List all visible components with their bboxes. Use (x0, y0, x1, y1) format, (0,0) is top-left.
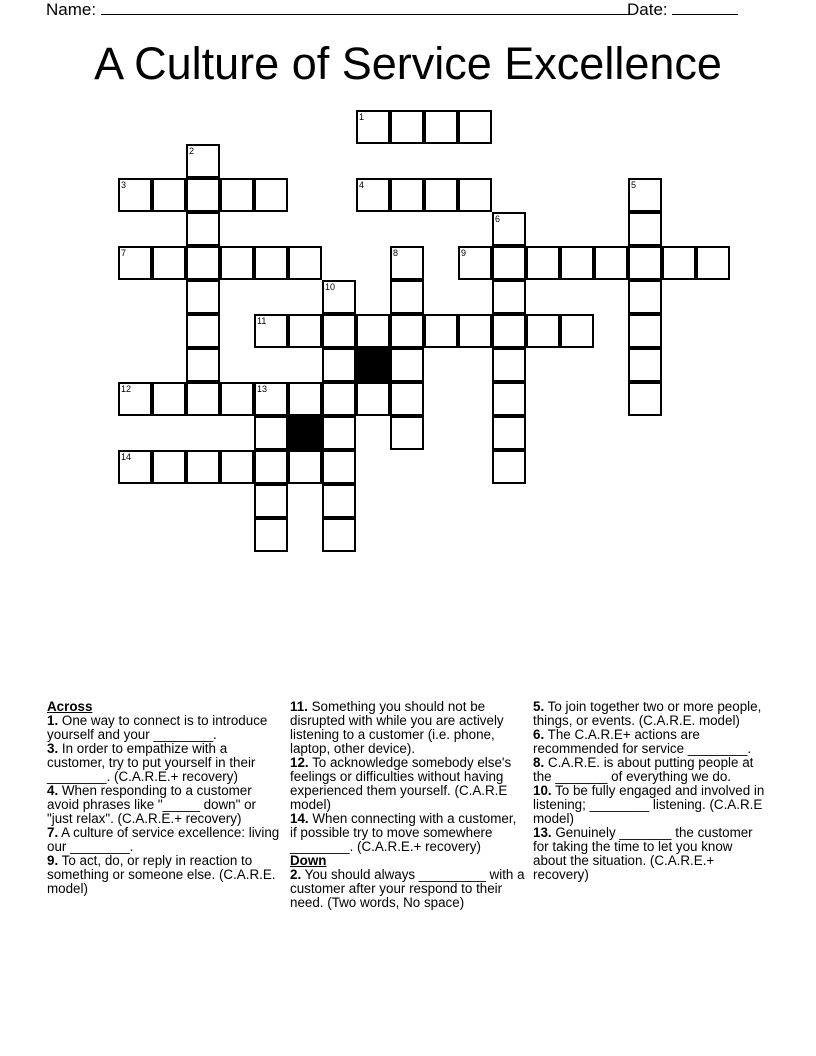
clue-text: Something you should not be disrupted with while you are actively listening to a customer (i.e. phone, laptop, other device). (290, 699, 504, 756)
name-blank[interactable] (101, 0, 633, 15)
clue-number: 4 (359, 180, 365, 190)
grid-cell[interactable] (118, 246, 152, 280)
grid-cell[interactable] (628, 212, 662, 246)
grid-cell[interactable] (560, 314, 594, 348)
date-blank[interactable] (672, 0, 738, 15)
grid-cell[interactable] (322, 484, 356, 518)
clue-text: C.A.R.E. is about putting people at the _______ of everything we do. (533, 755, 754, 784)
grid-cell[interactable] (186, 246, 220, 280)
grid-cell[interactable] (322, 382, 356, 416)
grid-cell[interactable] (356, 382, 390, 416)
clue-number: 3. (47, 741, 59, 756)
grid-cell[interactable] (390, 280, 424, 314)
grid-cell[interactable] (186, 178, 220, 212)
grid-cell[interactable] (390, 178, 424, 212)
clue-text: Genuinely _______ the customer for taking the time to let you know about the situation. (C.A.R.E.+ recovery) (533, 825, 753, 882)
grid-cell[interactable] (288, 314, 322, 348)
clue-text: You should always _________ with a customer after your respond to their need. (Two words, No space) (290, 867, 525, 910)
clue-text: When responding to a customer avoid phrases like "_____ down" or "just relax". (C.A.R.E.+ recovery) (47, 783, 257, 826)
clue-down-item (533, 784, 769, 826)
clue-number: 5 (631, 180, 637, 190)
clue-number: 11 (257, 316, 267, 326)
grid-cell[interactable] (254, 450, 288, 484)
clue-text: A culture of service excellence: living our ________. (47, 825, 280, 854)
clue-number: 2 (189, 146, 195, 156)
clue-text: The C.A.R.E+ actions are recommended for service ________. (533, 727, 752, 756)
clue-number: 8 (393, 248, 399, 258)
grid-cell[interactable] (152, 178, 186, 212)
grid-cell[interactable] (492, 212, 526, 246)
clue-number: 9 (461, 248, 467, 258)
clues-column-2 (290, 700, 526, 910)
clue-across-item (290, 700, 526, 756)
clue-text: To act, do, or reply in reaction to something or someone else. (C.A.R.E. model) (47, 853, 276, 896)
grid-cell[interactable] (492, 416, 526, 450)
date-field[interactable] (627, 0, 738, 20)
grid-cell[interactable] (118, 450, 152, 484)
clue-across-item (47, 826, 283, 854)
clue-number: 10. (533, 783, 552, 798)
grid-cell[interactable] (458, 246, 492, 280)
black-cell (356, 348, 390, 382)
clue-number: 9. (47, 853, 59, 868)
clue-number: 6 (495, 214, 501, 224)
grid-cell[interactable] (322, 348, 356, 382)
across-heading: Across (47, 699, 93, 714)
grid-cell[interactable] (322, 518, 356, 552)
grid-cell[interactable] (186, 348, 220, 382)
clue-number: 14 (121, 452, 132, 462)
grid-cell[interactable] (220, 246, 254, 280)
clue-number: 14. (290, 811, 309, 826)
grid-cell[interactable] (526, 314, 560, 348)
clues-column-1 (47, 700, 283, 896)
grid-cell[interactable] (254, 178, 288, 212)
grid-cell[interactable] (526, 246, 560, 280)
clue-across-item (47, 714, 283, 742)
grid-cell[interactable] (492, 314, 526, 348)
clue-across-item (47, 742, 283, 784)
clue-number: 6. (533, 727, 545, 742)
clue-number: 4. (47, 783, 59, 798)
clue-down-item (533, 826, 769, 882)
clue-number: 8. (533, 755, 545, 770)
clue-text: When connecting with a customer, if possible try to move somewhere ________. (C.A.R.E.+ recovery) (290, 811, 517, 854)
grid-cell[interactable] (186, 212, 220, 246)
grid-cell[interactable] (390, 348, 424, 382)
grid-cell[interactable] (118, 382, 152, 416)
grid-cell[interactable] (628, 348, 662, 382)
grid-cell[interactable] (424, 314, 458, 348)
grid-cell[interactable] (424, 110, 458, 144)
grid-cell[interactable] (220, 178, 254, 212)
clue-across-item (290, 812, 526, 854)
grid-cell[interactable] (628, 382, 662, 416)
grid-cell[interactable] (322, 314, 356, 348)
grid-cell[interactable] (492, 382, 526, 416)
grid-cell[interactable] (322, 416, 356, 450)
grid-cell[interactable] (390, 416, 424, 450)
grid-cell[interactable] (186, 382, 220, 416)
date-label: Date: (627, 0, 668, 19)
grid-cell[interactable] (458, 178, 492, 212)
grid-cell[interactable] (186, 450, 220, 484)
grid-cell[interactable] (220, 382, 254, 416)
grid-cell[interactable] (152, 382, 186, 416)
clue-number: 12 (121, 384, 132, 394)
clue-text: To be fully engaged and involved in listening; ________ listening. (C.A.R.E model) (533, 783, 765, 826)
clue-across-item (47, 854, 283, 896)
grid-cell[interactable] (594, 246, 628, 280)
grid-cell[interactable] (390, 110, 424, 144)
down-heading: Down (290, 853, 327, 868)
grid-cell[interactable] (696, 246, 730, 280)
clue-number: 11. (290, 699, 308, 714)
clue-number: 13. (533, 825, 552, 840)
black-cell (288, 416, 322, 450)
clue-text: In order to empathize with a customer, try to put yourself in their ________. (C.A.R.E.+ recovery) (47, 741, 256, 784)
grid-cell[interactable] (254, 416, 288, 450)
clue-text: One way to connect is to introduce yourself and your ________. (47, 713, 268, 742)
grid-cell[interactable] (628, 178, 662, 212)
name-label: Name: (46, 0, 97, 19)
grid-cell[interactable] (560, 246, 594, 280)
grid-cell[interactable] (322, 280, 356, 314)
grid-cell[interactable] (492, 450, 526, 484)
grid-cell[interactable] (322, 450, 356, 484)
clues-column-3 (533, 700, 769, 882)
clue-number: 13 (257, 384, 268, 394)
grid-cell[interactable] (458, 110, 492, 144)
clue-number: 2. (290, 867, 302, 882)
grid-cell[interactable] (390, 246, 424, 280)
clue-number: 7 (121, 248, 127, 258)
grid-cell[interactable] (628, 246, 662, 280)
grid-cell[interactable] (628, 280, 662, 314)
clue-number: 10 (325, 282, 336, 292)
clue-text: To join together two or more people, things, or events. (C.A.R.E. model) (533, 699, 762, 728)
grid-cell[interactable] (492, 280, 526, 314)
clue-number: 12. (290, 755, 309, 770)
clue-number: 1. (47, 713, 59, 728)
grid-cell[interactable] (356, 314, 390, 348)
clue-number: 7. (47, 825, 59, 840)
grid-cell[interactable] (254, 246, 288, 280)
name-field[interactable] (46, 0, 633, 20)
grid-cell[interactable] (492, 246, 526, 280)
grid-cell[interactable] (152, 450, 186, 484)
grid-cell[interactable] (254, 484, 288, 518)
grid-cell[interactable] (458, 314, 492, 348)
grid-cell[interactable] (390, 382, 424, 416)
clue-down-item (533, 728, 769, 756)
grid-cell[interactable] (492, 348, 526, 382)
grid-cell[interactable] (118, 178, 152, 212)
grid-cell[interactable] (254, 314, 288, 348)
grid-cell[interactable] (628, 314, 662, 348)
clue-number: 3 (121, 180, 127, 190)
clue-text: To acknowledge somebody else's feelings or difficulties without having experienced them yourself. (C.A.R.E model) (290, 755, 512, 812)
clue-down-item (533, 700, 769, 728)
grid-cell[interactable] (186, 144, 220, 178)
grid-cell[interactable] (424, 178, 458, 212)
grid-cell[interactable] (220, 450, 254, 484)
grid-cell[interactable] (356, 178, 390, 212)
clue-across-item (47, 784, 283, 826)
grid-cell[interactable] (662, 246, 696, 280)
clue-number: 5. (533, 699, 545, 714)
grid-cell[interactable] (356, 110, 390, 144)
grid-cell[interactable] (288, 382, 322, 416)
grid-cell[interactable] (186, 314, 220, 348)
grid-cell[interactable] (254, 518, 288, 552)
clue-number: 1 (359, 112, 365, 122)
clue-down-item (533, 756, 769, 784)
grid-cell[interactable] (390, 314, 424, 348)
grid-cell[interactable] (254, 382, 288, 416)
grid-cell[interactable] (288, 450, 322, 484)
grid-cell[interactable] (152, 246, 186, 280)
clue-across-item (290, 756, 526, 812)
grid-cell[interactable] (186, 280, 220, 314)
clue-down-item (290, 868, 526, 910)
page-title: A Culture of Service Excellence (94, 38, 722, 89)
grid-cell[interactable] (288, 246, 322, 280)
